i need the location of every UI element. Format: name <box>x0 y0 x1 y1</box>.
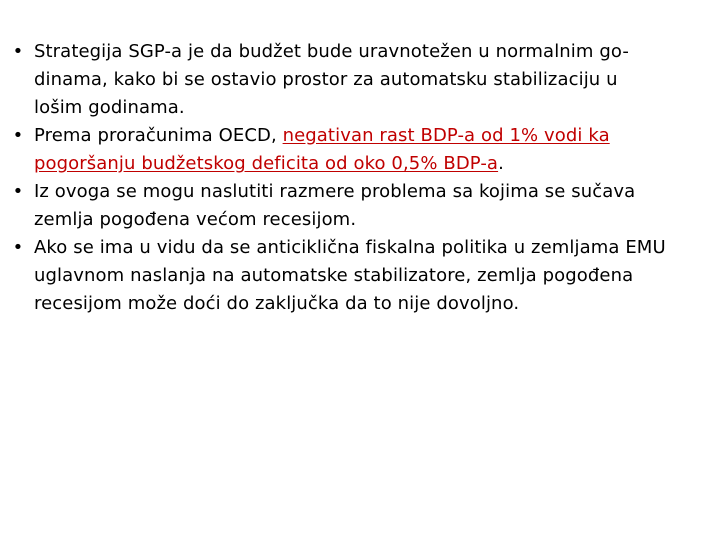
bullet-text-suffix: . <box>498 153 504 174</box>
bullet-list <box>8 38 668 318</box>
bullet-text-prefix: Prema proračunima OECD, <box>34 125 283 146</box>
bullet-text: Ako se ima u vidu da se anticiklična fiskalna politika u zemljama EMU uglavnom naslanja na automatske stabilizatore, zemlja pogođena recesijom može doći do zaključka da to nije dovoljno. <box>34 237 666 314</box>
bullet-dot: • <box>12 181 24 202</box>
gdp-deficit-link[interactable]: negativan rast BDP-a od 1% vodi ka pogoršanju budžetskog deficita od oko 0,5% BDP-a <box>34 125 610 174</box>
bullet-item-recession-scale <box>8 178 668 234</box>
bullet-dot: • <box>12 125 24 146</box>
bullet-text: Iz ovoga se mogu naslutiti razmere problema sa kojima se sučava zemlja pogođena većom recesijom. <box>34 181 636 230</box>
bullet-item-oecd <box>8 122 668 178</box>
bullet-text: Strategija SGP-a je da budžet bude uravnotežen u normalnim go-dinama, kako bi se ostavio prostor za automatsku stabilizaciju u lošim godinama. <box>34 41 629 118</box>
bullet-dot: • <box>12 41 24 62</box>
bullet-item-emu-policy <box>8 234 668 318</box>
bullet-dot: • <box>12 237 24 258</box>
bullet-item-sgp-strategy <box>8 38 668 122</box>
